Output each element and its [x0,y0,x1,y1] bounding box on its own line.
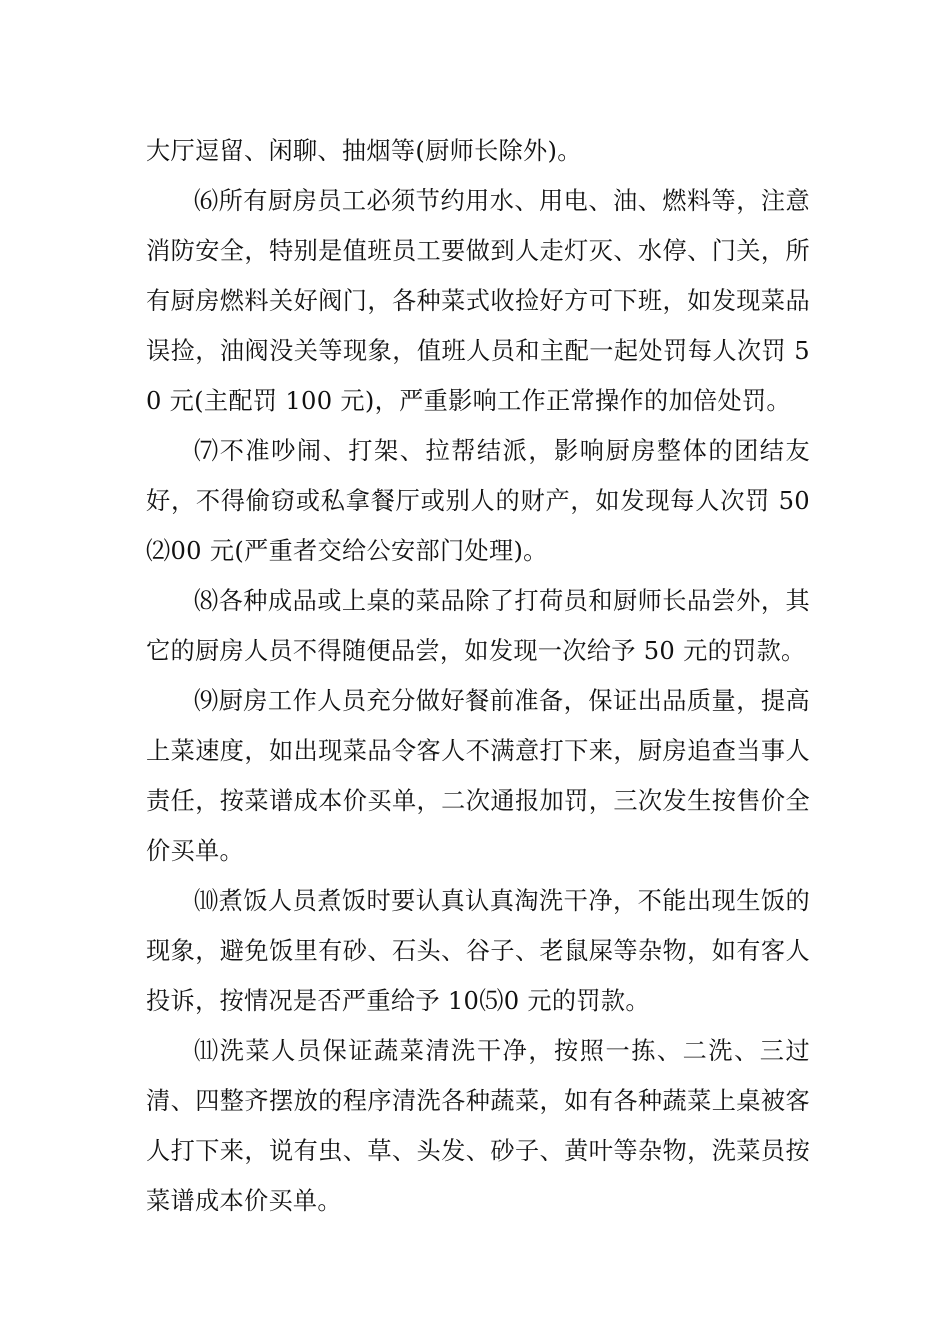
document-body [146,126,810,1226]
paragraph-rule-10: ⑽煮饭人员煮饭时要认真认真淘洗干净，不能出现生饭的现象，避免饭里有砂、石头、谷子、老鼠屎等杂物，如有客人投诉，按情况是否严重给予 10⑸0 元的罚款。 [146,887,810,1015]
paragraph-rule-8: ⑻各种成品或上桌的菜品除了打荷员和厨师长品尝外，其它的厨房人员不得随便品尝，如发现一次给予 50 元的罚款。 [146,587,810,665]
paragraph-rule-9: ⑼厨房工作人员充分做好餐前准备，保证出品质量，提高上菜速度，如出现菜品令客人不满意打下来，厨房追查当事人责任，按菜谱成本价买单，二次通报加罚，三次发生按售价全价买单。 [146,687,810,865]
paragraph-rule-11: ⑾洗菜人员保证蔬菜清洗干净，按照一拣、二洗、三过清、四整齐摆放的程序清洗各种蔬菜，如有各种蔬菜上桌被客人打下来，说有虫、草、头发、砂子、黄叶等杂物，洗菜员按菜谱成本价买单。 [146,1037,810,1215]
paragraph-continuation: 大厅逗留、闲聊、抽烟等(厨师长除外)。 [146,137,582,165]
paragraph-rule-7: ⑺不准吵闹、打架、拉帮结派，影响厨房整体的团结友好，不得偷窃或私拿餐厅或别人的财产，如发现每人次罚 50⑵00 元(严重者交给公安部门处理)。 [146,437,810,565]
paragraph-rule-6: ⑹所有厨房员工必须节约用水、用电、油、燃料等，注意消防安全，特别是值班员工要做到人走灯灭、水停、门关，所有厨房燃料关好阀门，各种菜式收捡好方可下班，如发现菜品误捡，油阀没关等现象，值班人员和主配一起处罚每人次罚 50 元(主配罚 100 元)，严重影响工作正常操作的加倍处罚。 [146,187,810,415]
